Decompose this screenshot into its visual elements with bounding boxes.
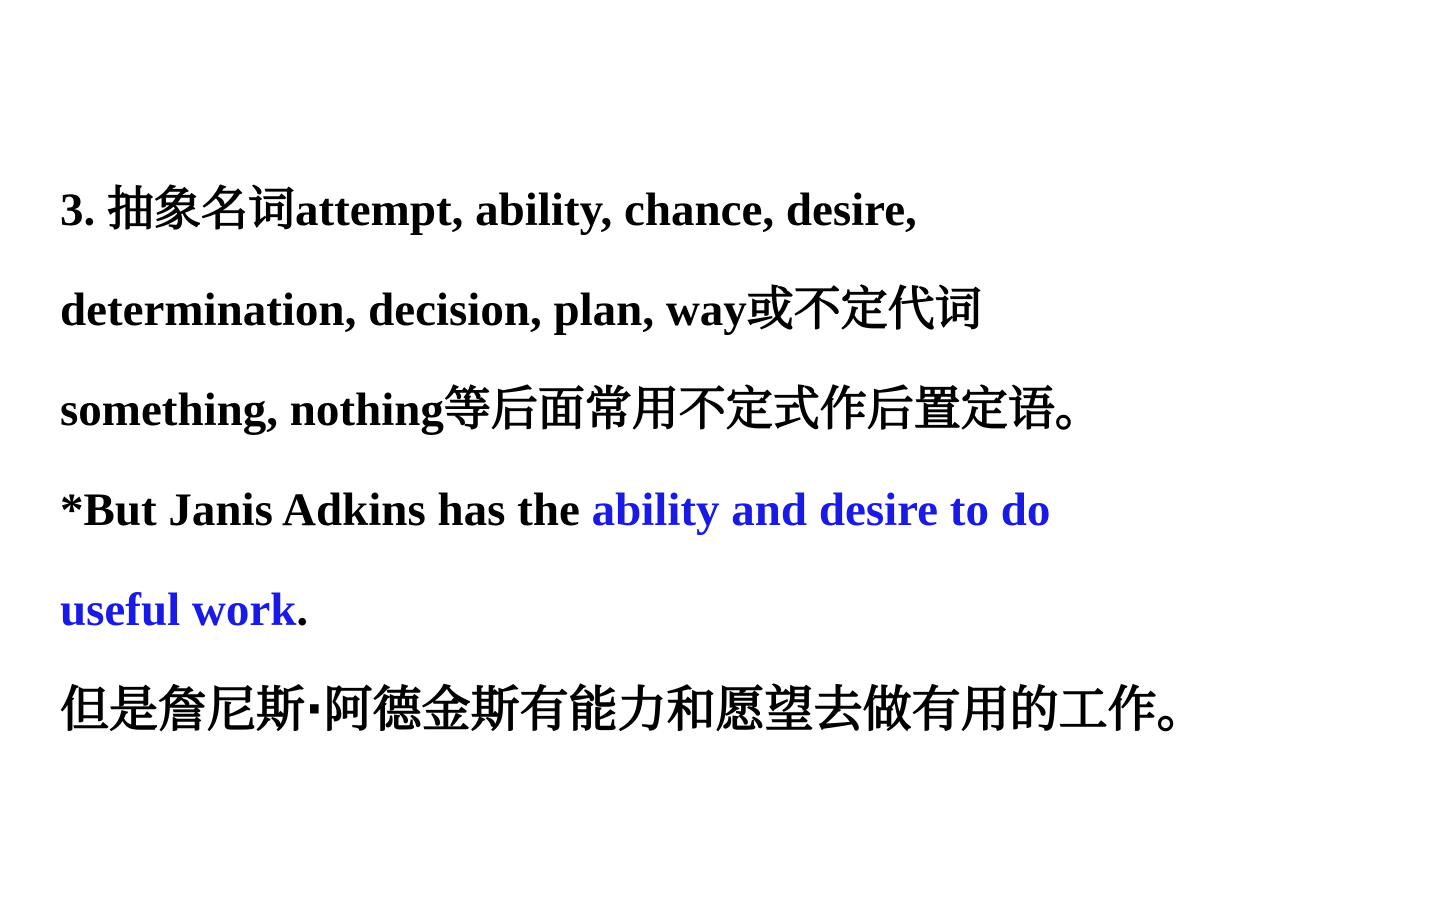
rule-line-1 xyxy=(60,160,1390,260)
slide-content xyxy=(60,160,1390,760)
rule-line-3-english: something, nothing xyxy=(60,384,444,436)
example-highlight-part2: useful work xyxy=(60,584,297,636)
example-sentence-start: But Janis Adkins has the xyxy=(83,484,592,536)
example-line-1 xyxy=(60,460,1390,560)
rule-line-1-english: attempt, ability, chance, desire, xyxy=(295,184,917,236)
rule-line-3 xyxy=(60,360,1390,460)
example-marker: * xyxy=(60,484,84,536)
example-translation-text: 但是詹尼斯·阿德金斯有能力和愿望去做有用的工作。 xyxy=(60,681,1206,738)
rule-number: 3. xyxy=(60,184,107,236)
example-highlight-part1: ability and desire to do xyxy=(591,484,1051,536)
example-line-2 xyxy=(60,560,1390,660)
rule-line-2-chinese: 或不定代词 xyxy=(746,282,982,337)
rule-line-2 xyxy=(60,260,1390,360)
rule-line-1-chinese: 抽象名词 xyxy=(107,182,295,237)
rule-line-2-english: determination, decision, plan, way xyxy=(60,284,747,336)
rule-line-3-chinese: 等后面常用不定式作后置定语。 xyxy=(443,382,1102,437)
example-sentence-end: . xyxy=(296,584,309,636)
example-translation xyxy=(60,660,1390,760)
